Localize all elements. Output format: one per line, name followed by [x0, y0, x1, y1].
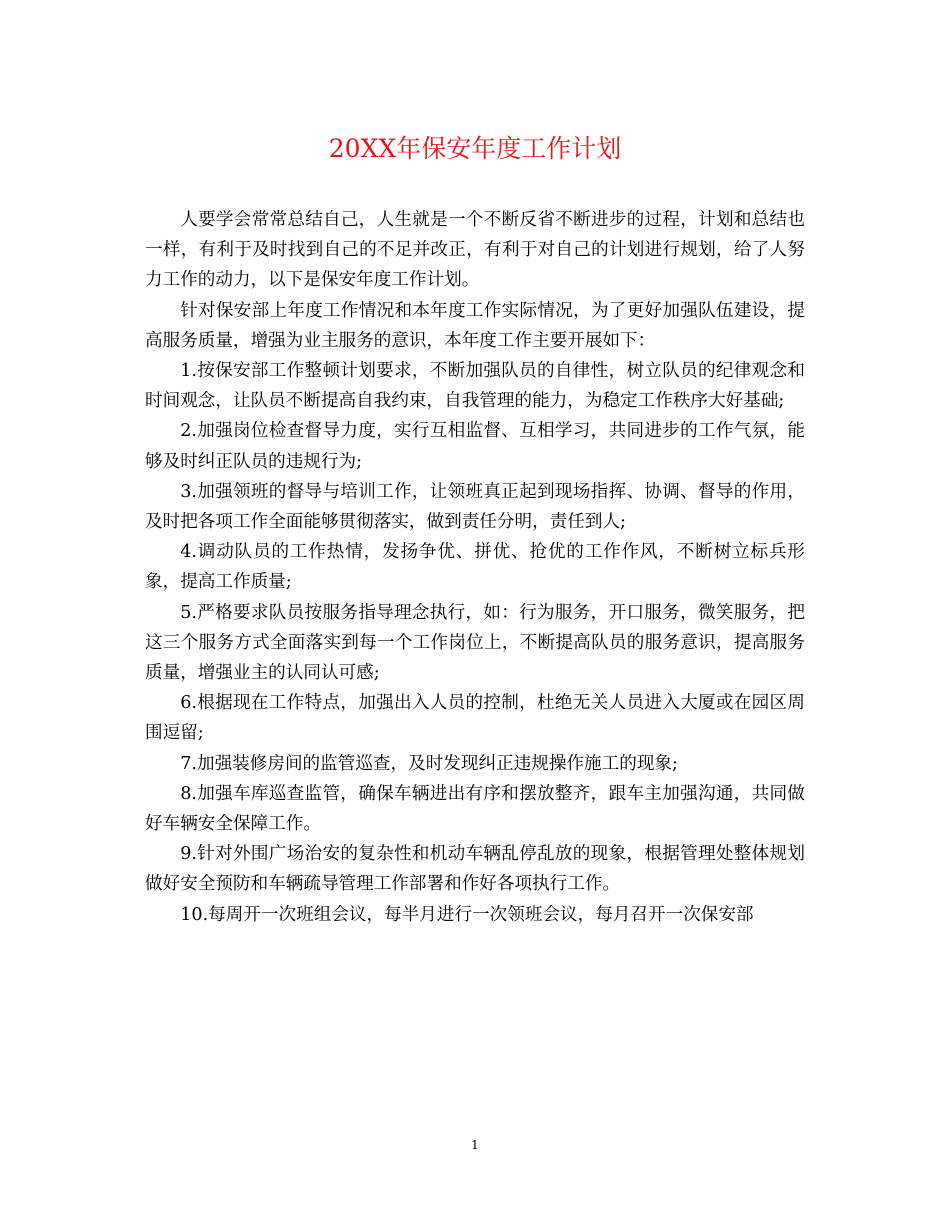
- document-body: [145, 205, 805, 930]
- paragraph-item-8: 8.加强车库巡查监管，确保车辆进出有序和摆放整齐，跟车主加强沟通，共同做好车辆安全保障工作。: [145, 783, 805, 835]
- document-title: 20XX年保安年度工作计划: [328, 134, 622, 163]
- paragraph-item-2: 2.加强岗位检查督导力度，实行互相监督、互相学习，共同进步的工作气氛，能够及时纠正队员的违规行为;: [145, 421, 805, 472]
- paragraph-item-7: 7.加强装修房间的监管巡查，及时发现纠正违规操作施工的现象;: [180, 753, 678, 774]
- paragraph-item-5: 5.严格要求队员按服务指导理念执行，如：行为服务，开口服务，微笑服务，把这三个服务方式全面落实到每一个工作岗位上，不断提高队员的服务意识，提高服务质量，增强业主的认同认可感;: [145, 602, 805, 684]
- paragraph-item-9: 9.针对外围广场治安的复杂性和机动车辆乱停乱放的现象，根据管理处整体规划做好安全预防和车辆疏导管理工作部署和作好各项执行工作。: [145, 844, 805, 895]
- paragraph-item-10: 10.每周开一次班组会议，每半月进行一次领班会议，每月召开一次保安部: [180, 904, 754, 925]
- page-number: 1: [471, 1138, 479, 1152]
- paragraph-item-4: 4.调动队员的工作热情，发扬争优、拼优、抢优的工作作风，不断树立标兵形象，提高工作质量;: [145, 542, 805, 593]
- paragraph-item-6: 6.根据现在工作特点，加强出入人员的控制，杜绝无关人员进入大厦或在园区周围逗留;: [145, 693, 805, 744]
- paragraph-item-3: 3.加强领班的督导与培训工作，让领班真正起到现场指挥、协调、督导的作用，及时把各项工作全面能够贯彻落实，做到责任分明，责任到人;: [145, 481, 805, 533]
- paragraph-item-1: 1.按保安部工作整顿计划要求，不断加强队员的自律性，树立队员的纪律观念和时间观念，让队员不断提高自我约束，自我管理的能力，为稳定工作秩序大好基础;: [145, 361, 805, 412]
- paragraph-overview: 针对保安部上年度工作情况和本年度工作实际情况，为了更好加强队伍建设，提高服务质量，增强为业主服务的意识，本年度工作主要开展如下：: [145, 300, 805, 351]
- paragraph-intro: 人要学会常常总结自己，人生就是一个不断反省不断进步的过程，计划和总结也一样，有利于及时找到自己的不足并改正，有利于对自己的计划进行规划，给了人努力工作的动力，以下是保安年度工作计划。: [145, 210, 805, 291]
